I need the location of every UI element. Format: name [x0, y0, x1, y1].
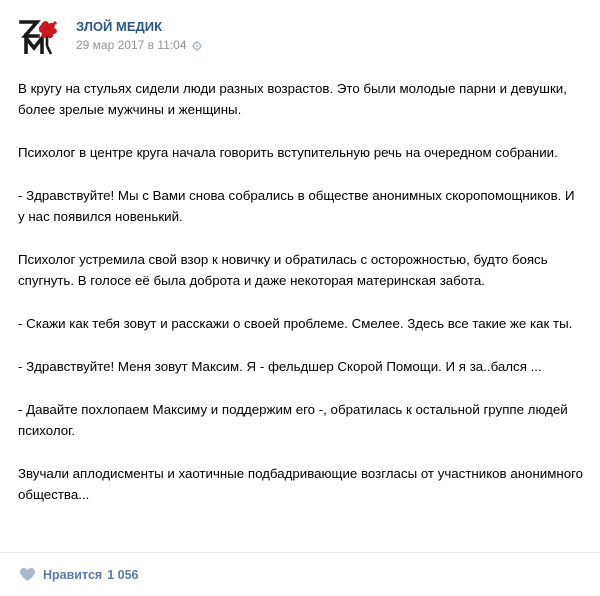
post-paragraph: Психолог в центре круга начала говорить вступительную речь на очередном собрании. [18, 145, 558, 160]
zm-logo-icon[interactable] [18, 16, 60, 58]
post-paragraph: - Здравствуйте! Меня зовут Максим. Я - фельдшер Скорой Помощи. И я за..бался ... [18, 359, 542, 374]
post-author-link[interactable]: ЗЛОЙ МЕДИК [76, 19, 163, 34]
like-button[interactable] [19, 567, 138, 582]
like-count: 1 056 [107, 567, 139, 582]
post-paragraph: - Здравствуйте! Мы с Вами снова собрались в обществе анонимных скоропомощников. И у нас появился новенький. [18, 188, 575, 224]
post-paragraph: В кругу на стульях сидели люди разных возрастов. Это были молодые парни и девушки, более зрелые мужчины и женщины. [18, 81, 567, 117]
gear-icon [192, 41, 202, 51]
post-header-text [76, 16, 202, 53]
post-paragraph: - Скажи как тебя зовут и расскажи о своей проблеме. Смелее. Здесь все такие же как ты. [18, 316, 573, 331]
post-paragraph: - Давайте похлопаем Максиму и поддержим его -, обратилась к остальной группе людей психолог. [18, 402, 568, 438]
post-header [18, 16, 202, 60]
post-text [18, 78, 584, 527]
post-paragraph: Звучали аплодисменты и хаотичные подбадривающие возгласы от участников анонимного общества... [18, 466, 584, 502]
post-meta [76, 38, 202, 53]
post-date[interactable]: 29 мар 2017 в 11:04 [76, 38, 187, 52]
like-label: Нравится [43, 567, 103, 582]
post-paragraph: Психолог устремила свой взор к новичку и обратилась с осторожностью, будто боясь спугнуть. В голосе её была доброта и даже некоторая материнская забота. [18, 252, 548, 288]
post-footer [0, 552, 600, 596]
heart-icon [19, 567, 36, 582]
